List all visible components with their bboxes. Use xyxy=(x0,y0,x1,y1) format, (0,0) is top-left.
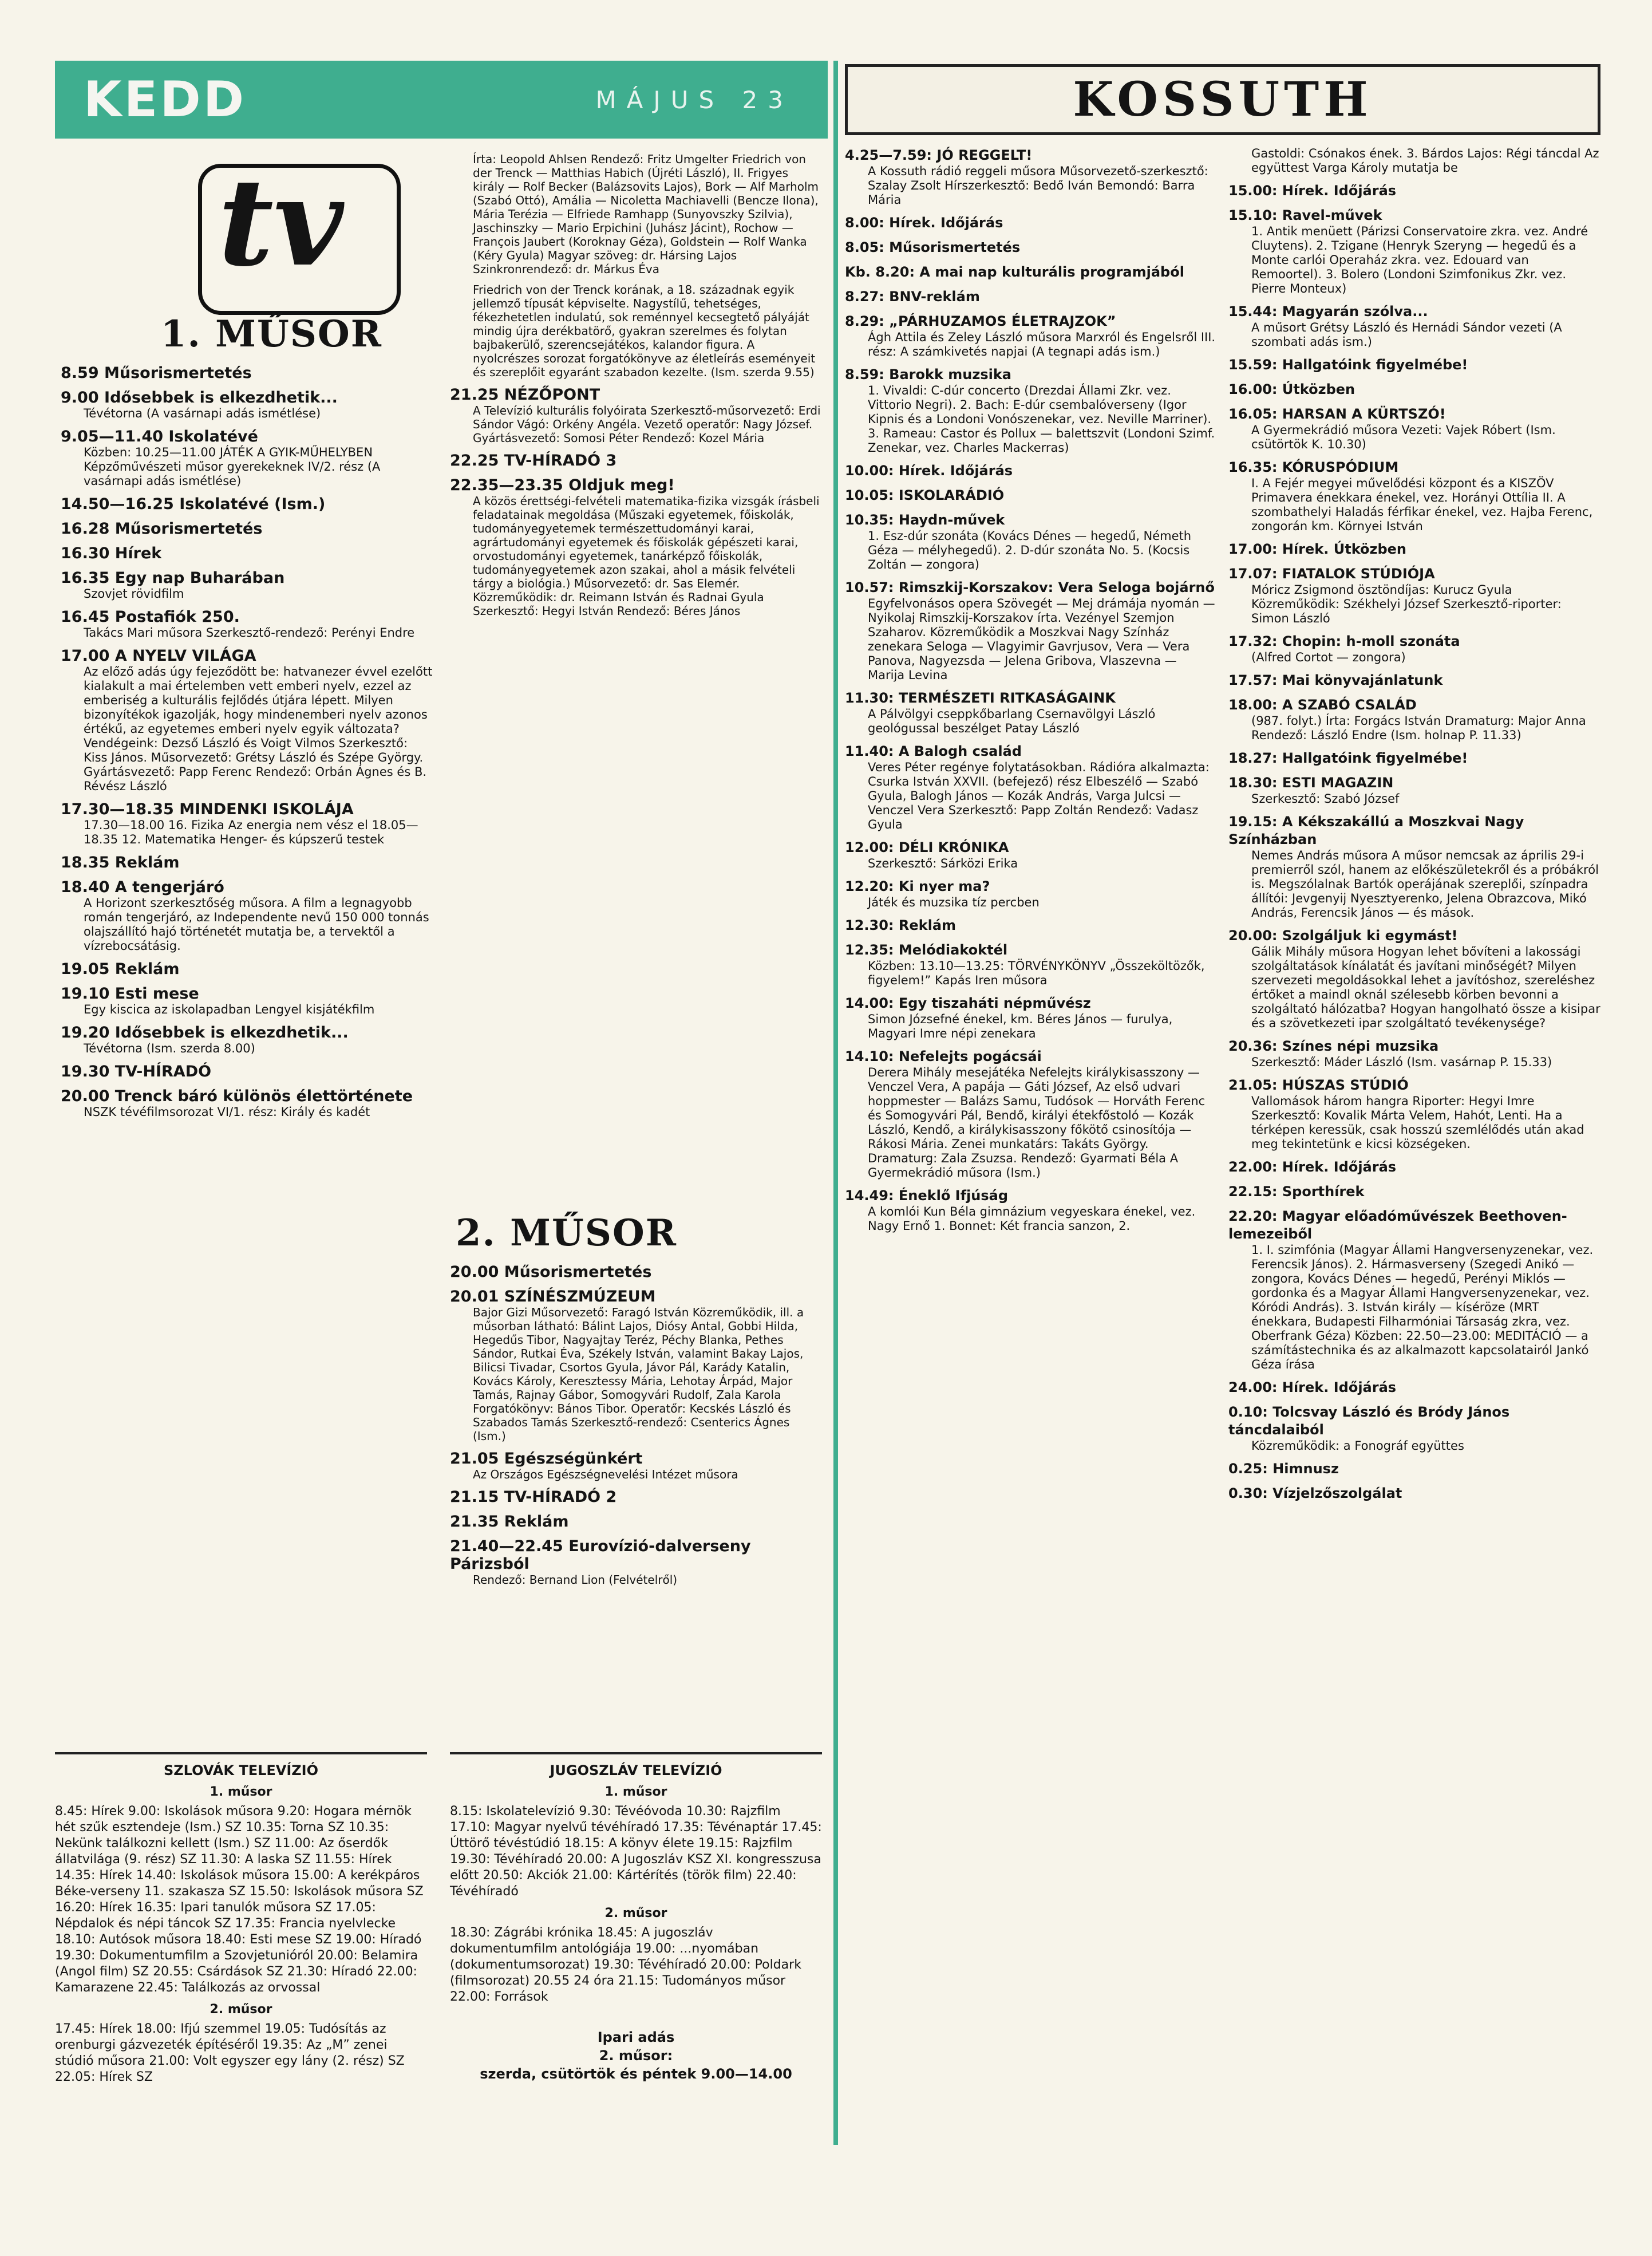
program-entry xyxy=(61,854,433,871)
program-entry-detail: Szovjet rövidfilm xyxy=(84,587,184,601)
program-entry-title: 14.50—16.25 Iskolatévé (Ism.) xyxy=(61,495,326,513)
program-entry-title: 15.44: Magyarán szólva... xyxy=(1228,303,1428,320)
program-entry-detail: Közben: 13.10—13.25: TÖRVÉNYKÖNYV „Összeköltözők, figyelem!” Kapás Iren műsora xyxy=(868,959,1205,987)
program-entry xyxy=(450,1513,822,1531)
program-entry-title: 8.27: BNV-reklám xyxy=(845,289,980,305)
program-entry-detail: 1. Antik menüett (Párizsi Conservatoire zkra. vez. André Cluytens). 2. Tzigane (Henryk Szeryng — hegedű és a Monte carlói Operaház zkra. vez. Edouard van Remoortel). 3. Bolero (Londoni Szimfonikus Zkr. vez. Pierre Monteux) xyxy=(1251,224,1588,295)
program-entry-title: 16.00: Útközben xyxy=(1228,381,1355,397)
program-entry xyxy=(1228,207,1600,296)
program-entry xyxy=(61,1087,433,1119)
yugo-title: JUGOSZLÁV TELEVÍZIÓ xyxy=(550,1762,722,1778)
program-entry-detail: Játék és muzsika tíz percben xyxy=(868,896,1040,909)
program-entry-title: 20.01 SZÍNÉSZMÚZEUM xyxy=(450,1288,656,1306)
program-entry-detail: Nemes András műsora A műsor nemcsak az április 29-i premierről szól, hanem az előkészületekről és a próbákról is. Megszólalnak Bartók operájának szereplői, színpadra állítói: Jevgenyij Nyesztyerenko, Jelena Obrazcova, Mikó András, Ferencsik János — és mások. xyxy=(1251,849,1599,920)
program-entry-detail: A Kossuth rádió reggeli műsora Műsorvezető-szerkesztő: Szalay Zsolt Hírszerkesztő: Bedő Iván Bemondó: Barra Mária xyxy=(868,164,1208,207)
program-entry-detail: Vallomások három hangra Riporter: Hegyi Imre Szerkesztő: Kovalik Márta Velem, Hahót, Lenti. Ha a térképen keressük, csak hosszú szemlélődés után akad meg tekintetünk e kicsi községeken. xyxy=(1251,1094,1584,1151)
tv-column-2-program-2 xyxy=(450,1263,822,1594)
program-entry-title: 12.00: DÉLI KRÓNIKA xyxy=(845,839,1009,855)
program-entry xyxy=(1228,182,1600,200)
program-entry-title: 9.05—11.40 Iskolatévé xyxy=(61,428,258,445)
program-entry xyxy=(845,743,1217,832)
program-entry xyxy=(845,288,1217,306)
yugo-program-1: 1. műsor xyxy=(604,1785,667,1799)
program-entry xyxy=(61,985,433,1017)
program-entry-title: 16.35 Egy nap Buharában xyxy=(61,569,285,587)
program-entry xyxy=(1228,927,1600,1031)
program-entry-detail: A Pálvölgyi cseppkőbarlang Csernavölgyi László geológussal beszélget Patay László xyxy=(868,707,1156,735)
divider xyxy=(450,1752,822,1754)
program-entry-title: 21.40—22.45 Eurovízió-dalverseny Párizsból xyxy=(450,1537,751,1573)
program-entry xyxy=(450,1288,822,1443)
program-entry xyxy=(450,1450,822,1481)
program-entry xyxy=(1228,1403,1600,1453)
program-entry xyxy=(845,462,1217,480)
program-entry xyxy=(1228,750,1600,767)
kossuth-column-2 xyxy=(1228,147,1600,1509)
program-entry xyxy=(61,1063,433,1080)
program-entry-title: 11.40: A Balogh család xyxy=(845,743,1022,759)
program-entry xyxy=(1228,356,1600,374)
program-entry-title: 19.05 Reklám xyxy=(61,960,180,978)
program-entry xyxy=(1228,1076,1600,1151)
program-entry xyxy=(1228,381,1600,399)
program-entry-detail: 1. I. szimfónia (Magyar Állami Hangversenyzenekar, vez. Ferencsik János). 2. Hármasverseny (Szegedi Anikó — zongora, Kovács Dénes — hegedű, Perényi Miklós — gordonka és a Magyar Állami Hangversenyzenekar, vez. Kóródi András). 3. István király — kíséröze (MRT énekkara, Budapesti Filharmóniai Társaság zkra, vez. Oberfrank Géza) Közben: 22.50—23.00: MEDITÁCIÓ — a számítástechnika és az alkalmazott kapcsolatairól Jankó Géza írása xyxy=(1251,1243,1594,1371)
station-title: KOSSUTH xyxy=(1073,72,1373,127)
program-entry-title: 4.25—7.59: JÓ REGGELT! xyxy=(845,147,1033,163)
program-entry-title: 14.00: Egy tiszaháti népművész xyxy=(845,995,1091,1011)
program-entry-title: 9.00 Idősebbek is elkezdhetik... xyxy=(61,389,338,407)
program-entry-detail: A komlói Kun Béla gimnázium vegyeskara énekel, vez. Nagy Ernő 1. Bonnet: Két francia sanzon, 2. xyxy=(868,1205,1196,1233)
program-entry xyxy=(845,579,1217,683)
program-entry xyxy=(1228,459,1600,534)
slovak-program-1-text: 8.45: Hírek 9.00: Iskolások műsora 9.20: Hogara mérnök hét szűk esztendeje (Ism.) SZ 10.35: Torna SZ 10.35: Nekünk találkozni kellett (Ism.) SZ 11.00: Az őserdők állatvilága (9. rész) SZ 11.30: A laska SZ 11.55: Hírek 14.35: Hírek 14.40: Iskolások műsora 15.00: A kerékpáros Béke-verseny 11. szakasza SZ 15.50: Iskolások műsora SZ 16.20: Hírek 16.35: Ipari tanulók műsora SZ 17.05: Népdalok és népi táncok SZ 17.35: Francia nyelvlecke 18.10: Autósok műsora 18.40: Esti mese SZ 19.00: Híradó 19.30: Dokumentumfilm a Szovjetunióról 20.00: Belamira (Angol film) SZ 20.55: Csárdások SZ 21.30: Híradó 22.00: Kamarazene 22.45: Találkozás az orvossal xyxy=(55,1804,424,1995)
program-entry-detail: Tévétorna (Ism. szerda 8.00) xyxy=(84,1042,255,1055)
program-entry-detail: Gastoldi: Csónakos ének. 3. Bárdos Lajos: Régi táncdal Az együttest Varga Károly mutatja be xyxy=(1251,147,1599,175)
program-entry-detail: Írta: Leopold Ahlsen Rendező: Fritz Umgelter Friedrich von der Trenck — Matthias Habich (Újréti László), II. Frigyes király — Rolf Becker (Balázsovits Lajos), Bork — Alf Marholm (Szabó Ottó), Amália — Nicoletta Machiavelli (Bencze Ilona), Mária Terézia — Elfriede Ramhapp (Sunyovszky Szilvia), Jaschinszky — Mario Erpichini (Juhász Jácint), Rochow — François Jaubert (Koroknay Géza), Goldstein — Rolf Wanka (Kéry Gyula) Magyar szöveg: dr. Hársing Lajos Szinkronrendező: dr. Márkus Éva xyxy=(473,152,819,276)
ipari-title: Ipari adás xyxy=(597,2029,675,2045)
program-entry-detail: Friedrich von der Trenck korának, a 18. századnak egyik jellemző típusát képviselte. Nagystílű, tehetséges, fékezhetetlen indulatú, sok reménnyel kecsegtető pályáját mindig újra derékbatörő, gyakran szerelmes és folytan bajbakerülő, szerencsejátékos, kalandor figura. A nyolcrészes sorozat forgatókönyve az életleírás eseményeit és szereplőit egyaránt szabadon kezelte. (Ism. szerda 9.55) xyxy=(473,283,816,379)
program-entry-detail: 1. Vivaldi: C-dúr concerto (Drezdai Állami Zkr. vez. Vittorio Negri). 2. Bach: E-dúr csembalóverseny (Igor Kipnis és a Londoni Vonószenekar, vez. Neville Marriner). 3. Rameau: Castor és Pollux — balettszvit (Londoni Szimf. Zenekar, vez. Charles Mackerras) xyxy=(868,384,1215,455)
program-entry-detail: Rendező: Bernand Lion (Felvételről) xyxy=(473,1573,678,1587)
program-entry xyxy=(61,495,433,513)
program-entry xyxy=(450,1263,822,1281)
program-entry-detail: 1. Esz-dúr szonáta (Kovács Dénes — hegedű, Németh Géza — mélyhegedű). 2. D-dúr szonáta No. 5. (Kocsis Zoltán — zongora) xyxy=(868,529,1192,571)
program-entry xyxy=(845,366,1217,455)
program-entry-title: 16.05: HARSAN A KÜRTSZÓ! xyxy=(1228,406,1446,422)
program-entry xyxy=(1228,303,1600,349)
program-entry xyxy=(1228,1208,1600,1372)
program-entry-title: 24.00: Hírek. Időjárás xyxy=(1228,1379,1397,1395)
program-entry-detail: Szerkesztő: Szabó József xyxy=(1251,792,1400,806)
program-entry-title: 18.00: A SZABÓ CSALÁD xyxy=(1228,697,1417,713)
program-entry xyxy=(1228,1038,1600,1070)
program-entry-title: 18.30: ESTI MAGAZIN xyxy=(1228,775,1394,791)
program-entry xyxy=(1228,1158,1600,1176)
program-entry xyxy=(61,878,433,953)
program-entry-title: 10.35: Haydn-művek xyxy=(845,512,1005,528)
program-entry-title: 8.29: „PÁRHUZAMOS ÉLETRAJZOK” xyxy=(845,313,1116,329)
program-entry xyxy=(1228,147,1600,175)
program-entry-title: 15.00: Hírek. Időjárás xyxy=(1228,183,1397,199)
ipari-schedule: szerda, csütörtök és péntek 9.00—14.00 xyxy=(480,2066,792,2082)
program-entry-detail: (Alfred Cortot — zongora) xyxy=(1251,650,1406,664)
program-entry-title: 21.25 NÉZŐPONT xyxy=(450,386,600,404)
program-entry xyxy=(1228,633,1600,665)
column-divider xyxy=(833,61,838,2145)
day-header-band xyxy=(55,61,828,139)
yugo-program-2: 2. műsor xyxy=(604,1906,667,1920)
yugo-program-1-text: 8.15: Iskolatelevízió 9.30: Tévéóvoda 10.30: Rajzfilm 17.10: Magyar nyelvű tévéhíradó 17.35: Tévénaptár 17.45: Úttörő tévéstúdió 18.15: A könyv élete 19.15: Rajzfilm 19.30: Tévéhíradó 20.00: A Jugoszláv KSZ XI. kongresszusa előtt 20.50: Akciók 21.00: Kártérítés (török film) 22.40: Tévéhíradó xyxy=(450,1804,822,1899)
program-entry-title: Kb. 8.20: A mai nap kulturális programjából xyxy=(845,264,1184,280)
program-entry-title: 21.05: HÚSZAS STÚDIÓ xyxy=(1228,1077,1409,1093)
program-entry xyxy=(61,520,433,538)
program-entry-title: 20.00 Műsorismertetés xyxy=(450,1263,652,1281)
kossuth-column-1 xyxy=(845,147,1217,1240)
program-entry-detail: Takács Mari műsora Szerkesztő-rendező: Perényi Endre xyxy=(84,626,415,640)
program-entry-title: 10.00: Hírek. Időjárás xyxy=(845,463,1013,479)
program-entry-title: 12.20: Ki nyer ma? xyxy=(845,878,990,894)
program-entry-title: 8.05: Műsorismertetés xyxy=(845,239,1021,255)
program-entry xyxy=(845,917,1217,934)
program-entry-title: 20.00: Szolgáljuk ki egymást! xyxy=(1228,928,1458,944)
program-entry-detail: Egy kiscica az iskolapadban Lengyel kisjátékfilm xyxy=(84,1003,375,1016)
program-entry-title: 17.57: Mai könyvajánlatunk xyxy=(1228,672,1443,688)
program-entry-title: 17.32: Chopin: h-moll szonáta xyxy=(1228,633,1460,649)
program-entry-detail: Közben: 10.25—11.00 JÁTÉK A GYIK-MŰHELYBEN Képzőművészeti műsor gyerekeknek IV/2. rész (A vasárnapi adás ismétlése) xyxy=(84,445,381,488)
program-entry-title: 22.15: Sporthírek xyxy=(1228,1184,1365,1200)
program-entry xyxy=(61,389,433,421)
program-entry-detail: Bajor Gizi Műsorvezető: Faragó István Közreműködik, ill. a műsorban látható: Bálint Lajos, Diósy Antal, Gobbi Hilda, Hegedűs Tibor, Nagyajtay Teréz, Péchy Blanka, Pethes Sándor, Rutkai Éva, Székely István, valamint Bakay Lajos, Bilicsi Tivadar, Csortos Gyula, Jávor Pál, Karády Katalin, Kovács Károly, Keresztessy Mária, Lehotay Árpád, Major Tamás, Rajnay Gábor, Somogyvári Rudolf, Zala Karola Forgatókönyv: Bános Tibor. Operatőr: Kecskés László és Szabados Tamás Szerkesztő-rendező: Csenterics Ágnes (Ism.) xyxy=(473,1306,804,1443)
program-entry xyxy=(61,569,433,601)
ipari-program: 2. műsor: xyxy=(599,2048,673,2064)
program-entry xyxy=(1228,813,1600,920)
program-entry-detail: Simon Józsefné énekel, km. Béres János — furulya, Magyari Imre népi zenekara xyxy=(868,1012,1173,1040)
program-entry xyxy=(61,545,433,562)
program-entry-detail: Tévétorna (A vasárnapi adás ismétlése) xyxy=(84,407,321,420)
program-entry-title: 14.49: Éneklő Ifjúság xyxy=(845,1188,1008,1204)
slovak-tv-box xyxy=(55,1744,427,2191)
program-entry-title: 19.30 TV-HÍRADÓ xyxy=(61,1063,212,1080)
program-entry xyxy=(1228,774,1600,806)
program-entry-title: 12.30: Reklám xyxy=(845,917,957,933)
program-entry xyxy=(845,995,1217,1041)
program-entry-title: 20.36: Színes népi muzsika xyxy=(1228,1038,1439,1054)
program-entry-title: 16.30 Hírek xyxy=(61,545,162,562)
program-2-title: 2. MŰSOR xyxy=(456,1212,677,1255)
program-entry-title: 0.10: Tolcsvay László és Bródy János táncdalaiból xyxy=(1228,1404,1510,1438)
program-entry-detail: Gálik Mihály műsora Hogyan lehet bővíteni a lakossági szolgáltatások kínálatát és javítani minőségét? Milyen szervezeti megoldásokkal lehet a javítóshoz, szereléshez értőket a maindl oknál szélesebb körben bevonni a szolgáltató hálózatba? Hogyan hangolható össze a kisipar és a szövetkezeti ipar szolgáltató tevékenysége? xyxy=(1251,945,1600,1030)
slovak-program-1: 1. műsor xyxy=(210,1785,272,1799)
program-entry-title: 21.15 TV-HÍRADÓ 2 xyxy=(450,1488,617,1506)
program-entry-title: 8.59 Műsorismertetés xyxy=(61,364,252,382)
program-entry-detail: A Gyermekrádió műsora Vezeti: Vajek Róbert (Ism. csütörtök K. 10.30) xyxy=(1251,423,1556,451)
program-entry xyxy=(61,647,433,794)
program-entry-detail: A műsort Grétsy László és Hernádi Sándor vezeti (A szombati adás ism.) xyxy=(1251,321,1562,349)
yugoslav-tv-box xyxy=(450,1744,822,2191)
program-entry xyxy=(450,386,822,445)
program-entry-detail: I. A Fejér megyei művelődési központ és a KISZÖV Primavera énekkara énekel, vez. Horányi Ottília II. A szombathelyi Haladás férfikar énekel, vez. Hajba Ferenc, zongorán km. Környei István xyxy=(1251,476,1593,533)
program-entry-detail: Veres Péter regénye folytatásokban. Rádióra alkalmazta: Csurka István XXVII. (befejező) rész Elbeszélő — Szabó Gyula, Balogh János — Kozák András, Varga Julcsi — Venczel Vera Szerkesztő: Papp Zoltán Rendező: Vadasz Gyula xyxy=(868,760,1210,831)
program-entry xyxy=(845,839,1217,871)
program-entry-title: 14.10: Nefelejts pogácsái xyxy=(845,1048,1042,1064)
program-entry xyxy=(1228,1460,1600,1478)
program-entry-detail: Az Országos Egészségnevelési Intézet műsora xyxy=(473,1468,738,1481)
program-entry xyxy=(845,511,1217,572)
program-entry-title: 18.35 Reklám xyxy=(61,854,180,871)
tv-logo xyxy=(198,152,401,315)
program-entry xyxy=(845,313,1217,359)
station-header xyxy=(845,64,1600,135)
industrial-broadcast xyxy=(450,2028,822,2083)
program-entry-title: 12.35: Melódiakoktél xyxy=(845,942,1008,958)
program-entry-detail: Közreműködik: a Fonográf együttes xyxy=(1251,1439,1464,1453)
program-entry xyxy=(61,608,433,640)
program-entry-title: 17.07: FIATALOK STÚDIÓJA xyxy=(1228,566,1435,582)
program-entry-title: 0.25: Himnusz xyxy=(1228,1461,1339,1477)
program-entry-title: 17.30—18.35 MINDENKI ISKOLÁJA xyxy=(61,800,354,818)
program-entry-title: 19.20 Idősebbek is elkezdhetik... xyxy=(61,1024,349,1042)
program-entry-detail: Szerkesztő: Máder László (Ism. vasárnap P. 15.33) xyxy=(1251,1055,1552,1069)
program-entry xyxy=(845,1187,1217,1233)
program-entry-detail: A Horizont szerkesztőség műsora. A film a legnagyobb román tengerjáró, az Independente nevű 150 000 tonnás olajszállító hajó történetét mutatja be, a tervektől a vízrebocsátásig. xyxy=(84,896,429,953)
program-entry xyxy=(1228,672,1600,689)
program-entry-detail: Szerkesztő: Sárközi Erika xyxy=(868,857,1018,870)
date-label: MÁJUS 23 xyxy=(595,85,793,114)
program-entry-detail: A Televízió kulturális folyóirata Szerkesztő-műsorvezető: Erdi Sándor Vágó: Orkény Angéla. Vezető operatőr: Nagy József. Gyártásvezető: Somosi Péter Rendező: Kozel Mária xyxy=(473,404,821,445)
program-entry xyxy=(1228,1183,1600,1201)
program-entry-title: 10.57: Rimszkij-Korszakov: Vera Seloga bojárnő xyxy=(845,579,1215,595)
program-entry-title: 20.00 Trenck báró különös élettörténete xyxy=(61,1087,413,1105)
program-entry-title: 17.00: Hírek. Útközben xyxy=(1228,541,1407,557)
program-entry-title: 22.20: Magyar előadóművészek Beethoven-lemezeiből xyxy=(1228,1208,1567,1242)
program-entry xyxy=(1228,1485,1600,1502)
program-entry xyxy=(845,878,1217,910)
program-entry xyxy=(845,263,1217,281)
program-entry-detail: (987. folyt.) Írta: Forgács István Dramaturg: Major Anna Rendező: László Endre (Ism. holnap P. 11.33) xyxy=(1251,714,1586,742)
program-entry xyxy=(450,1537,822,1587)
program-entry xyxy=(1228,405,1600,452)
program-entry-detail: A közös érettségi-felvételi matematika-fizika vizsgák írásbeli feladatainak megoldása (Műszaki egyetemek, főiskolák, tudományegyetemek természettudományi karai, agrártudományi egyetemek és főiskolák gépészeti karai, orvostudományi egyetemek, tanárképző főiskolák, tudományegyetemek azon szakai, ahol a másik felvételi tárgy a biológia.) Műsorvezető: dr. Sas Elemér. Közreműködik: dr. Reimann István és Radnai Gyula Szerkesztő: Hegyi István Rendező: Béres János xyxy=(473,494,820,618)
tv-column-1 xyxy=(61,364,433,1126)
newspaper-page xyxy=(55,61,1600,2202)
program-entry-title: 15.59: Hallgatóink figyelmébe! xyxy=(1228,357,1468,373)
yugo-program-2-text: 18.30: Zágrábi krónika 18.45: A jugoszláv dokumentumfilm antológiája 19.00: ...nyomában (dokumentumsorozat) 19.30: Tévéhíradó 20.00: Poldark (filmsorozat) 20.55 24 óra 21.15: Tudományos műsor 22.00: Források xyxy=(450,1926,801,2004)
program-entry xyxy=(845,487,1217,504)
tv-logo-text: tv xyxy=(218,152,344,293)
program-entry-detail: Móricz Zsigmond ösztöndíjas: Kurucz Gyula Közreműködik: Székhelyi József Szerkesztő-riporter: Simon László xyxy=(1251,583,1562,625)
program-entry xyxy=(1228,1379,1600,1397)
program-entry xyxy=(61,800,433,847)
program-entry-title: 22.35—23.35 Oldjuk meg! xyxy=(450,476,675,494)
program-entry xyxy=(845,147,1217,207)
tv-column-2 xyxy=(450,152,822,625)
program-entry-detail: Az előző adás úgy fejeződött be: hatvanezer évvel ezelőtt kialakult a mai értelemben vett emberi nyelv, ezzel az emberiség a kulturális fejlődés útjára lépett. Milyen bizonyítékok igazolják, hogy mindenemberi nyelv azonos értékű, az egyetemes emberi nyelv egyik változata? Vendégeink: Dezső László és Voigt Vilmos Szerkesztő: Kiss János. Műsorvezető: Grétsy László és Szépe György. Gyártásvezető: Papp Ferenc Rendező: Orbán Ágnes és B. Révész László xyxy=(84,665,433,793)
program-entry-detail: 17.30—18.00 16. Fizika Az energia nem vész el 18.05—18.35 12. Matematika Henger- és kúpszerű testek xyxy=(84,818,418,846)
program-entry xyxy=(61,364,433,382)
program-entry-detail: Ágh Attila és Zeley László műsora Marxról és Engelsről III. rész: A számkivetés napjai (A tegnapi adás ism.) xyxy=(868,330,1216,358)
program-entry xyxy=(450,476,822,618)
program-entry-title: 11.30: TERMÉSZETI RITKASÁGAINK xyxy=(845,690,1116,706)
program-entry-title: 22.25 TV-HÍRADÓ 3 xyxy=(450,452,617,470)
program-entry-title: 16.45 Postafiók 250. xyxy=(61,608,240,626)
program-entry-detail: Egyfelvonásos opera Szövegét — Mej drámája nyomán — Nyikolaj Rimszkij-Korszakov írta. Vezényel Szemjon Szaharov. Közreműködik a Moszkvai Nagy Színház zenekara Seloga — Vlagyimir Gavrjusov, Vera — Vera Panova, Nagyezsda — Jelena Gribova, Vlaszevna — Marija Levina xyxy=(868,597,1215,682)
program-entry-title: 18.27: Hallgatóink figyelmébe! xyxy=(1228,750,1468,766)
program-entry-title: 22.00: Hírek. Időjárás xyxy=(1228,1159,1397,1175)
program-entry xyxy=(61,1024,433,1056)
program-entry xyxy=(845,689,1217,736)
program-entry-title: 10.05: ISKOLARÁDIÓ xyxy=(845,487,1005,503)
program-entry-detail: NSZK tévéfilmsorozat VI/1. rész: Király és kadét xyxy=(84,1105,370,1119)
program-entry xyxy=(450,452,822,470)
program-entry xyxy=(845,1048,1217,1180)
program-entry xyxy=(1228,565,1600,626)
program-entry-title: 8.00: Hírek. Időjárás xyxy=(845,215,1003,231)
program-entry-title: 19.10 Esti mese xyxy=(61,985,199,1003)
program-entry-title: 19.15: A Kékszakállú a Moszkvai Nagy Színházban xyxy=(1228,814,1524,847)
program-entry xyxy=(1228,541,1600,558)
program-entry xyxy=(845,941,1217,988)
program-entry xyxy=(845,214,1217,232)
slovak-program-2: 2. műsor xyxy=(210,2002,272,2017)
program-entry-title: 8.59: Barokk muzsika xyxy=(845,366,1011,382)
program-entry-title: 17.00 A NYELV VILÁGA xyxy=(61,647,256,665)
slovak-title: SZLOVÁK TELEVÍZIÓ xyxy=(163,1762,319,1778)
program-entry xyxy=(61,428,433,488)
program-entry-title: 16.35: KÓRUSPÓDIUM xyxy=(1228,459,1399,475)
program-entry-title: 0.30: Vízjelzőszolgálat xyxy=(1228,1485,1402,1501)
program-entry-title: 21.05 Egészségünkért xyxy=(450,1450,643,1468)
program-entry xyxy=(450,152,822,276)
day-title: KEDD xyxy=(84,71,247,128)
program-entry-title: 18.40 A tengerjáró xyxy=(61,878,224,896)
program-entry xyxy=(1228,696,1600,743)
program-1-title: 1. MŰSOR xyxy=(161,313,382,356)
program-entry xyxy=(61,960,433,978)
program-entry-title: 15.10: Ravel-művek xyxy=(1228,207,1382,223)
program-entry xyxy=(450,283,822,379)
divider xyxy=(55,1752,427,1754)
slovak-program-2-text: 17.45: Hírek 18.00: Ifjú szemmel 19.05: Tudósítás az orenburgi gázvezeték építéséről 19.35: Az „M” zenei stúdió műsora 21.00: Volt egyszer egy lány (2. rész) SZ 22.05: Hírek SZ xyxy=(55,2022,405,2084)
program-entry-title: 21.35 Reklám xyxy=(450,1513,569,1531)
program-entry xyxy=(450,1488,822,1506)
program-entry xyxy=(845,239,1217,257)
program-entry-title: 16.28 Műsorismertetés xyxy=(61,520,263,538)
program-entry-detail: Derera Mihály mesejátéka Nefelejts királykisasszony — Venczel Vera, A papája — Gáti József, Az első udvari hoppmester — Balázs Samu, Tudósok — Horváth Ferenc és Somogyvári Pál, Bendő, királyi étekfőstoló — Kozák László, Kendő, a királykisasszony főkötő csinosítója — Rákosi Mária. Zenei munkatárs: Takáts György. Dramaturg: Zala Zsuzsa. Rendező: Gyarmati Béla A Gyermekrádió műsora (Ism.) xyxy=(868,1066,1206,1180)
